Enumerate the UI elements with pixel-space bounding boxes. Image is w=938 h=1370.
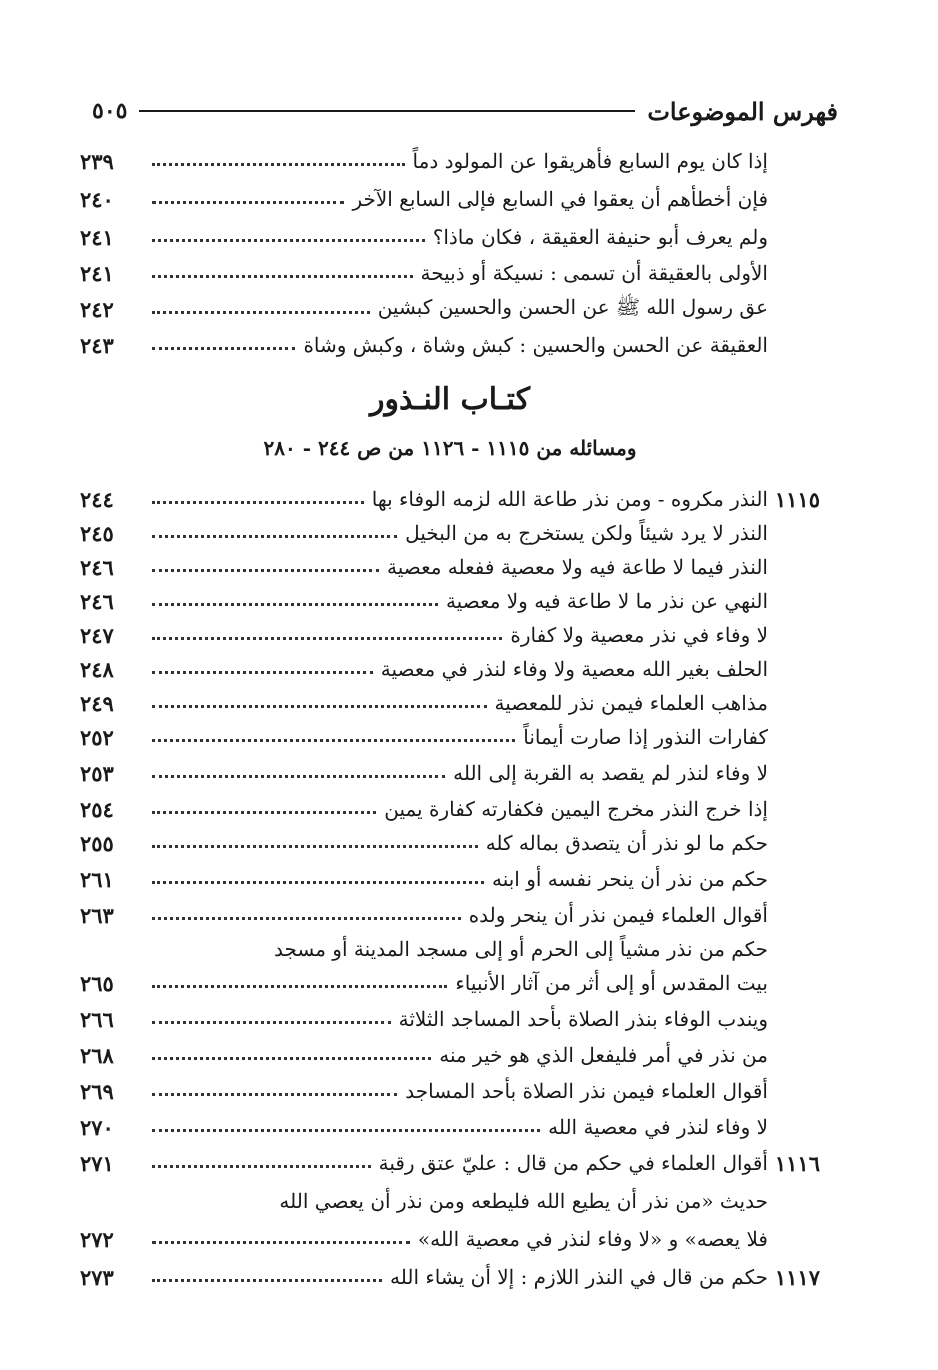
entry-page: ٢٤٠ xyxy=(80,186,114,212)
dot-leader xyxy=(152,845,478,848)
entry-title: الحلف بغير الله معصية ولا وفاء لنذر في معصية xyxy=(380,657,768,681)
entry-title: الأولى بالعقيقة أن تسمى : نسيكة أو ذبيحة xyxy=(420,261,768,285)
index-entry xyxy=(80,516,820,550)
index-entry xyxy=(80,826,820,860)
entry-page: ٢٦١ xyxy=(80,866,114,892)
dot-leader xyxy=(152,775,445,778)
index-entry xyxy=(80,256,820,290)
dot-leader xyxy=(152,1279,382,1282)
index-entry xyxy=(80,550,820,584)
entry-title: عق رسول الله ﷺ عن الحسن والحسين كبشين xyxy=(377,294,768,319)
entry-title: حكم من قال في النذر اللازم : إلا أن يشاء الله xyxy=(390,1265,768,1289)
header-rule xyxy=(139,110,635,112)
index-entry xyxy=(80,1146,820,1180)
index-entry xyxy=(80,144,820,178)
index-entry xyxy=(80,1074,820,1108)
entry-title: ولم يعرف أبو حنيفة العقيقة ، فكان ماذا؟ xyxy=(432,225,768,249)
index-entry xyxy=(80,292,820,326)
index-entry xyxy=(80,862,820,896)
entry-page: ٢٦٦ xyxy=(80,1006,114,1032)
dot-leader xyxy=(152,637,502,640)
index-entry xyxy=(80,756,820,790)
index-entry xyxy=(80,898,820,932)
index-entry xyxy=(80,584,820,618)
dot-leader xyxy=(152,1241,410,1244)
entry-page: ٢٧٢ xyxy=(80,1226,114,1252)
index-entry xyxy=(80,182,820,216)
index-entry xyxy=(80,1260,820,1294)
entry-page: ٢٥٣ xyxy=(80,760,114,786)
entry-title: إذا كان يوم السابع فأهريقوا عن المولود دماً xyxy=(412,149,768,173)
dot-leader xyxy=(152,501,364,504)
index-entry xyxy=(80,932,820,966)
dot-leader xyxy=(152,739,515,742)
entry-page: ٢٦٨ xyxy=(80,1042,114,1068)
entry-title: حكم ما لو نذر أن يتصدق بماله كله xyxy=(485,831,768,855)
index-entry xyxy=(80,686,820,720)
entry-title: ويندب الوفاء بنذر الصلاة بأحد المساجد الثلاثة xyxy=(398,1007,768,1031)
entry-title: فلا يعصه» و «لا وفاء لنذر في معصية الله» xyxy=(417,1227,768,1251)
entry-page: ٢٤٩ xyxy=(80,690,114,716)
dot-leader xyxy=(152,985,447,988)
entry-title: إذا خرج النذر مخرج اليمين فكفارته كفارة يمين xyxy=(384,797,768,821)
entry-title: النذر لا يرد شيئاً ولكن يستخرج به من البخيل xyxy=(405,521,768,545)
dot-leader xyxy=(152,1021,391,1024)
entry-title: العقيقة عن الحسن والحسين : كبش وشاة ، وكبش وشاة xyxy=(303,333,768,357)
dot-leader xyxy=(152,311,370,314)
page-header xyxy=(92,94,838,128)
index-entry xyxy=(80,792,820,826)
dot-leader xyxy=(152,1129,540,1132)
entry-title: مذاهب العلماء فيمن نذر للمعصية xyxy=(494,691,768,715)
entry-title: أقوال العلماء فيمن نذر أن ينحر ولده xyxy=(468,903,768,927)
entry-title: لا وفاء لنذر في معصية الله xyxy=(548,1115,768,1139)
index-entry xyxy=(80,1002,820,1036)
dot-leader xyxy=(152,569,379,572)
dot-leader xyxy=(152,1057,431,1060)
dot-leader xyxy=(152,705,487,708)
entry-page: ٢٦٣ xyxy=(80,902,114,928)
entry-page: ٢٤٣ xyxy=(80,332,114,358)
entry-title: حكم من نذر أن ينحر نفسه أو ابنه xyxy=(491,867,768,891)
entry-page: ٢٤٤ xyxy=(80,486,114,512)
entry-page: ٢٥٥ xyxy=(80,830,114,856)
entry-page: ٢٥٢ xyxy=(80,724,114,750)
entry-page: ٢٦٥ xyxy=(80,970,114,996)
entry-page: ٢٣٩ xyxy=(80,148,114,174)
index-entry xyxy=(80,720,820,754)
entry-page: ٢٦٩ xyxy=(80,1078,114,1104)
dot-leader xyxy=(152,811,376,814)
index-entry xyxy=(80,1038,820,1072)
dot-leader xyxy=(152,671,373,674)
entry-page: ٢٥٤ xyxy=(80,796,114,822)
entry-page: ٢٧١ xyxy=(80,1150,114,1176)
entry-page: ٢٤٥ xyxy=(80,520,114,546)
entry-title: أقوال العلماء في حكم من قال : عليّ عتق رقبة xyxy=(378,1151,768,1175)
issue-number: ١١١٦ xyxy=(774,1150,820,1176)
issue-number: ١١١٧ xyxy=(774,1264,820,1290)
index-entry xyxy=(80,1222,820,1256)
chapter-title: كتـاب النـذور xyxy=(370,382,530,417)
index-entry xyxy=(80,1184,820,1218)
dot-leader xyxy=(152,1093,397,1096)
entry-title: من نذر في أمر فليفعل الذي هو خير منه xyxy=(439,1043,768,1067)
entry-title: لا وفاء في نذر معصية ولا كفارة xyxy=(510,623,768,647)
dot-leader xyxy=(152,881,484,884)
chapter-subtitle: ومسائله من ١١١٥ - ١١٢٦ من ص ٢٤٤ - ٢٨٠ xyxy=(263,436,637,460)
index-entry xyxy=(80,652,820,686)
index-entry xyxy=(80,328,820,362)
dot-leader xyxy=(152,239,425,242)
entry-title: النذر فيما لا طاعة فيه ولا معصية ففعله معصية xyxy=(386,555,768,579)
index-entry xyxy=(80,966,820,1000)
index-entry xyxy=(80,1110,820,1144)
entry-page: ٢٤٦ xyxy=(80,554,114,580)
entry-title: حكم من نذر مشياً إلى الحرم أو إلى مسجد المدينة أو مسجد xyxy=(273,937,768,961)
index-entry xyxy=(80,220,820,254)
header-page-number: ٥٠٥ xyxy=(92,98,128,124)
entry-title: أقوال العلماء فيمن نذر الصلاة بأحد المساجد xyxy=(405,1079,768,1103)
dot-leader xyxy=(152,535,397,538)
index-entry xyxy=(80,482,820,516)
index-entry xyxy=(80,618,820,652)
entry-title: النذر مكروه - ومن نذر طاعة الله لزمه الوفاء بها xyxy=(371,487,768,511)
header-title: فهرس الموضوعات xyxy=(647,96,838,126)
dot-leader xyxy=(152,163,405,166)
dot-leader xyxy=(152,1165,371,1168)
entry-page: ٢٤٨ xyxy=(80,656,114,682)
dot-leader xyxy=(152,917,461,920)
dot-leader xyxy=(152,201,344,204)
dot-leader xyxy=(152,347,295,350)
entry-page: ٢٤٢ xyxy=(80,296,114,322)
entry-page: ٢٤١ xyxy=(80,260,114,286)
dot-leader xyxy=(152,275,413,278)
issue-number: ١١١٥ xyxy=(774,486,820,512)
dot-leader xyxy=(152,603,438,606)
entry-page: ٢٤٦ xyxy=(80,588,114,614)
entry-title: لا وفاء لنذر لم يقصد به القربة إلى الله xyxy=(453,761,768,785)
entry-page: ٢٧٣ xyxy=(80,1264,114,1290)
entry-page: ٢٤٧ xyxy=(80,622,114,648)
entry-title: كفارات النذور إذا صارت أيماناً xyxy=(523,725,768,749)
entry-title: حديث «من نذر أن يطيع الله فليطعه ومن نذر أن يعصي الله xyxy=(279,1189,768,1213)
entry-title: النهي عن نذر ما لا طاعة فيه ولا معصية xyxy=(445,589,768,613)
entry-page: ٢٧٠ xyxy=(80,1114,114,1140)
entry-title: فإن أخطأهم أن يعقوا في السابع فإلى السابع الآخر xyxy=(352,187,768,211)
entry-page: ٢٤١ xyxy=(80,224,114,250)
entry-title: بيت المقدس أو إلى أثر من آثار الأنبياء xyxy=(455,971,768,995)
